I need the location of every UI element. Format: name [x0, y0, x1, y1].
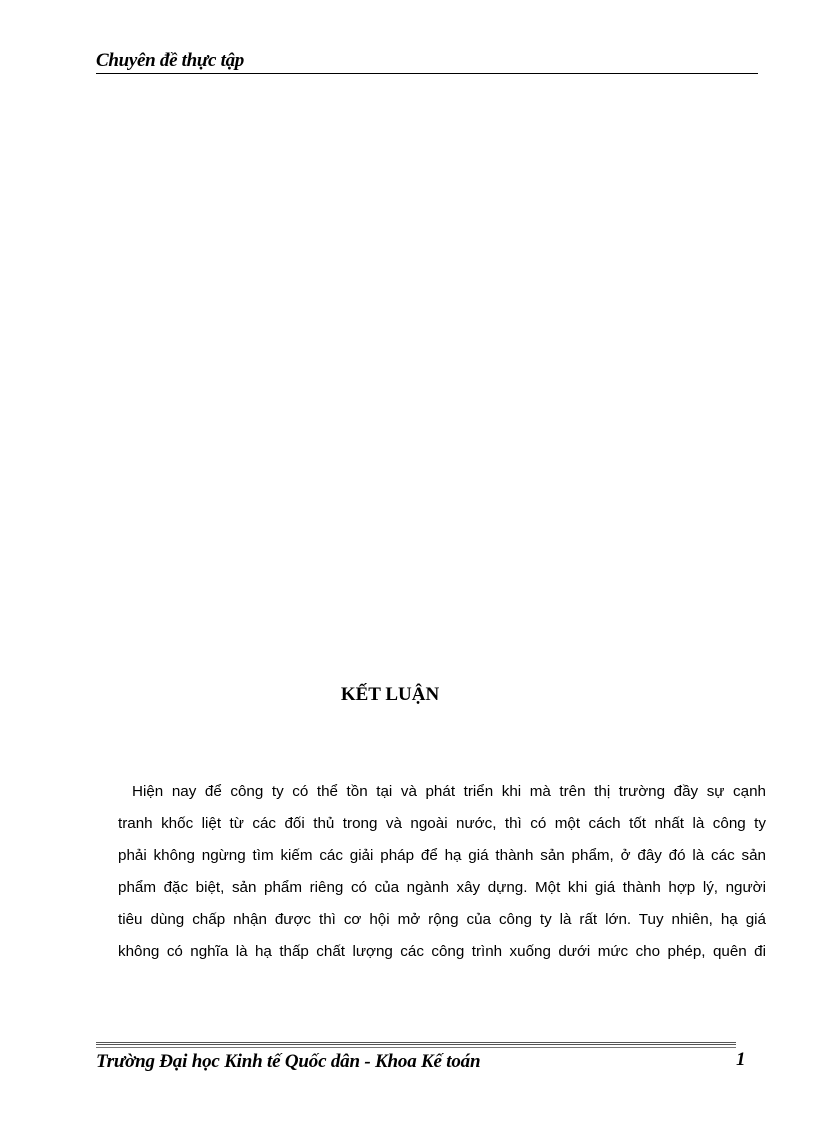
paragraph-line: Hiện nay để công ty có thể tồn tại và phát triển khi mà trên thị trường đầy sự cạnh: [132, 783, 766, 800]
paragraph-line: tranh khốc liệt từ các đối thủ trong và ngoài nước, thì có một cách tốt nhất là công ty: [118, 815, 766, 832]
section-title: KẾT LUẬN: [340, 684, 440, 705]
page-number: 1: [736, 1049, 746, 1070]
body-paragraph: [118, 776, 766, 968]
header-title: Chuyên đề thực tập: [96, 50, 244, 71]
header-divider: [96, 73, 758, 74]
footer-divider: [96, 1042, 736, 1048]
paragraph-line: phẩm đặc biệt, sản phẩm riêng có của ngành xây dựng. Một khi giá thành hợp lý, người: [118, 879, 766, 896]
paragraph-line: tiêu dùng chấp nhận được thì cơ hội mở rộng của công ty là rất lớn. Tuy nhiên, hạ giá: [118, 911, 766, 928]
paragraph-line: phải không ngừng tìm kiếm các giải pháp để hạ giá thành sản phẩm, ở đây đó là các sản: [118, 847, 766, 864]
footer-text: Trường Đại học Kinh tế Quốc dân - Khoa Kế toán: [96, 1051, 481, 1072]
paragraph-line: không có nghĩa là hạ thấp chất lượng các công trình xuống dưới mức cho phép, quên đi: [118, 943, 766, 960]
